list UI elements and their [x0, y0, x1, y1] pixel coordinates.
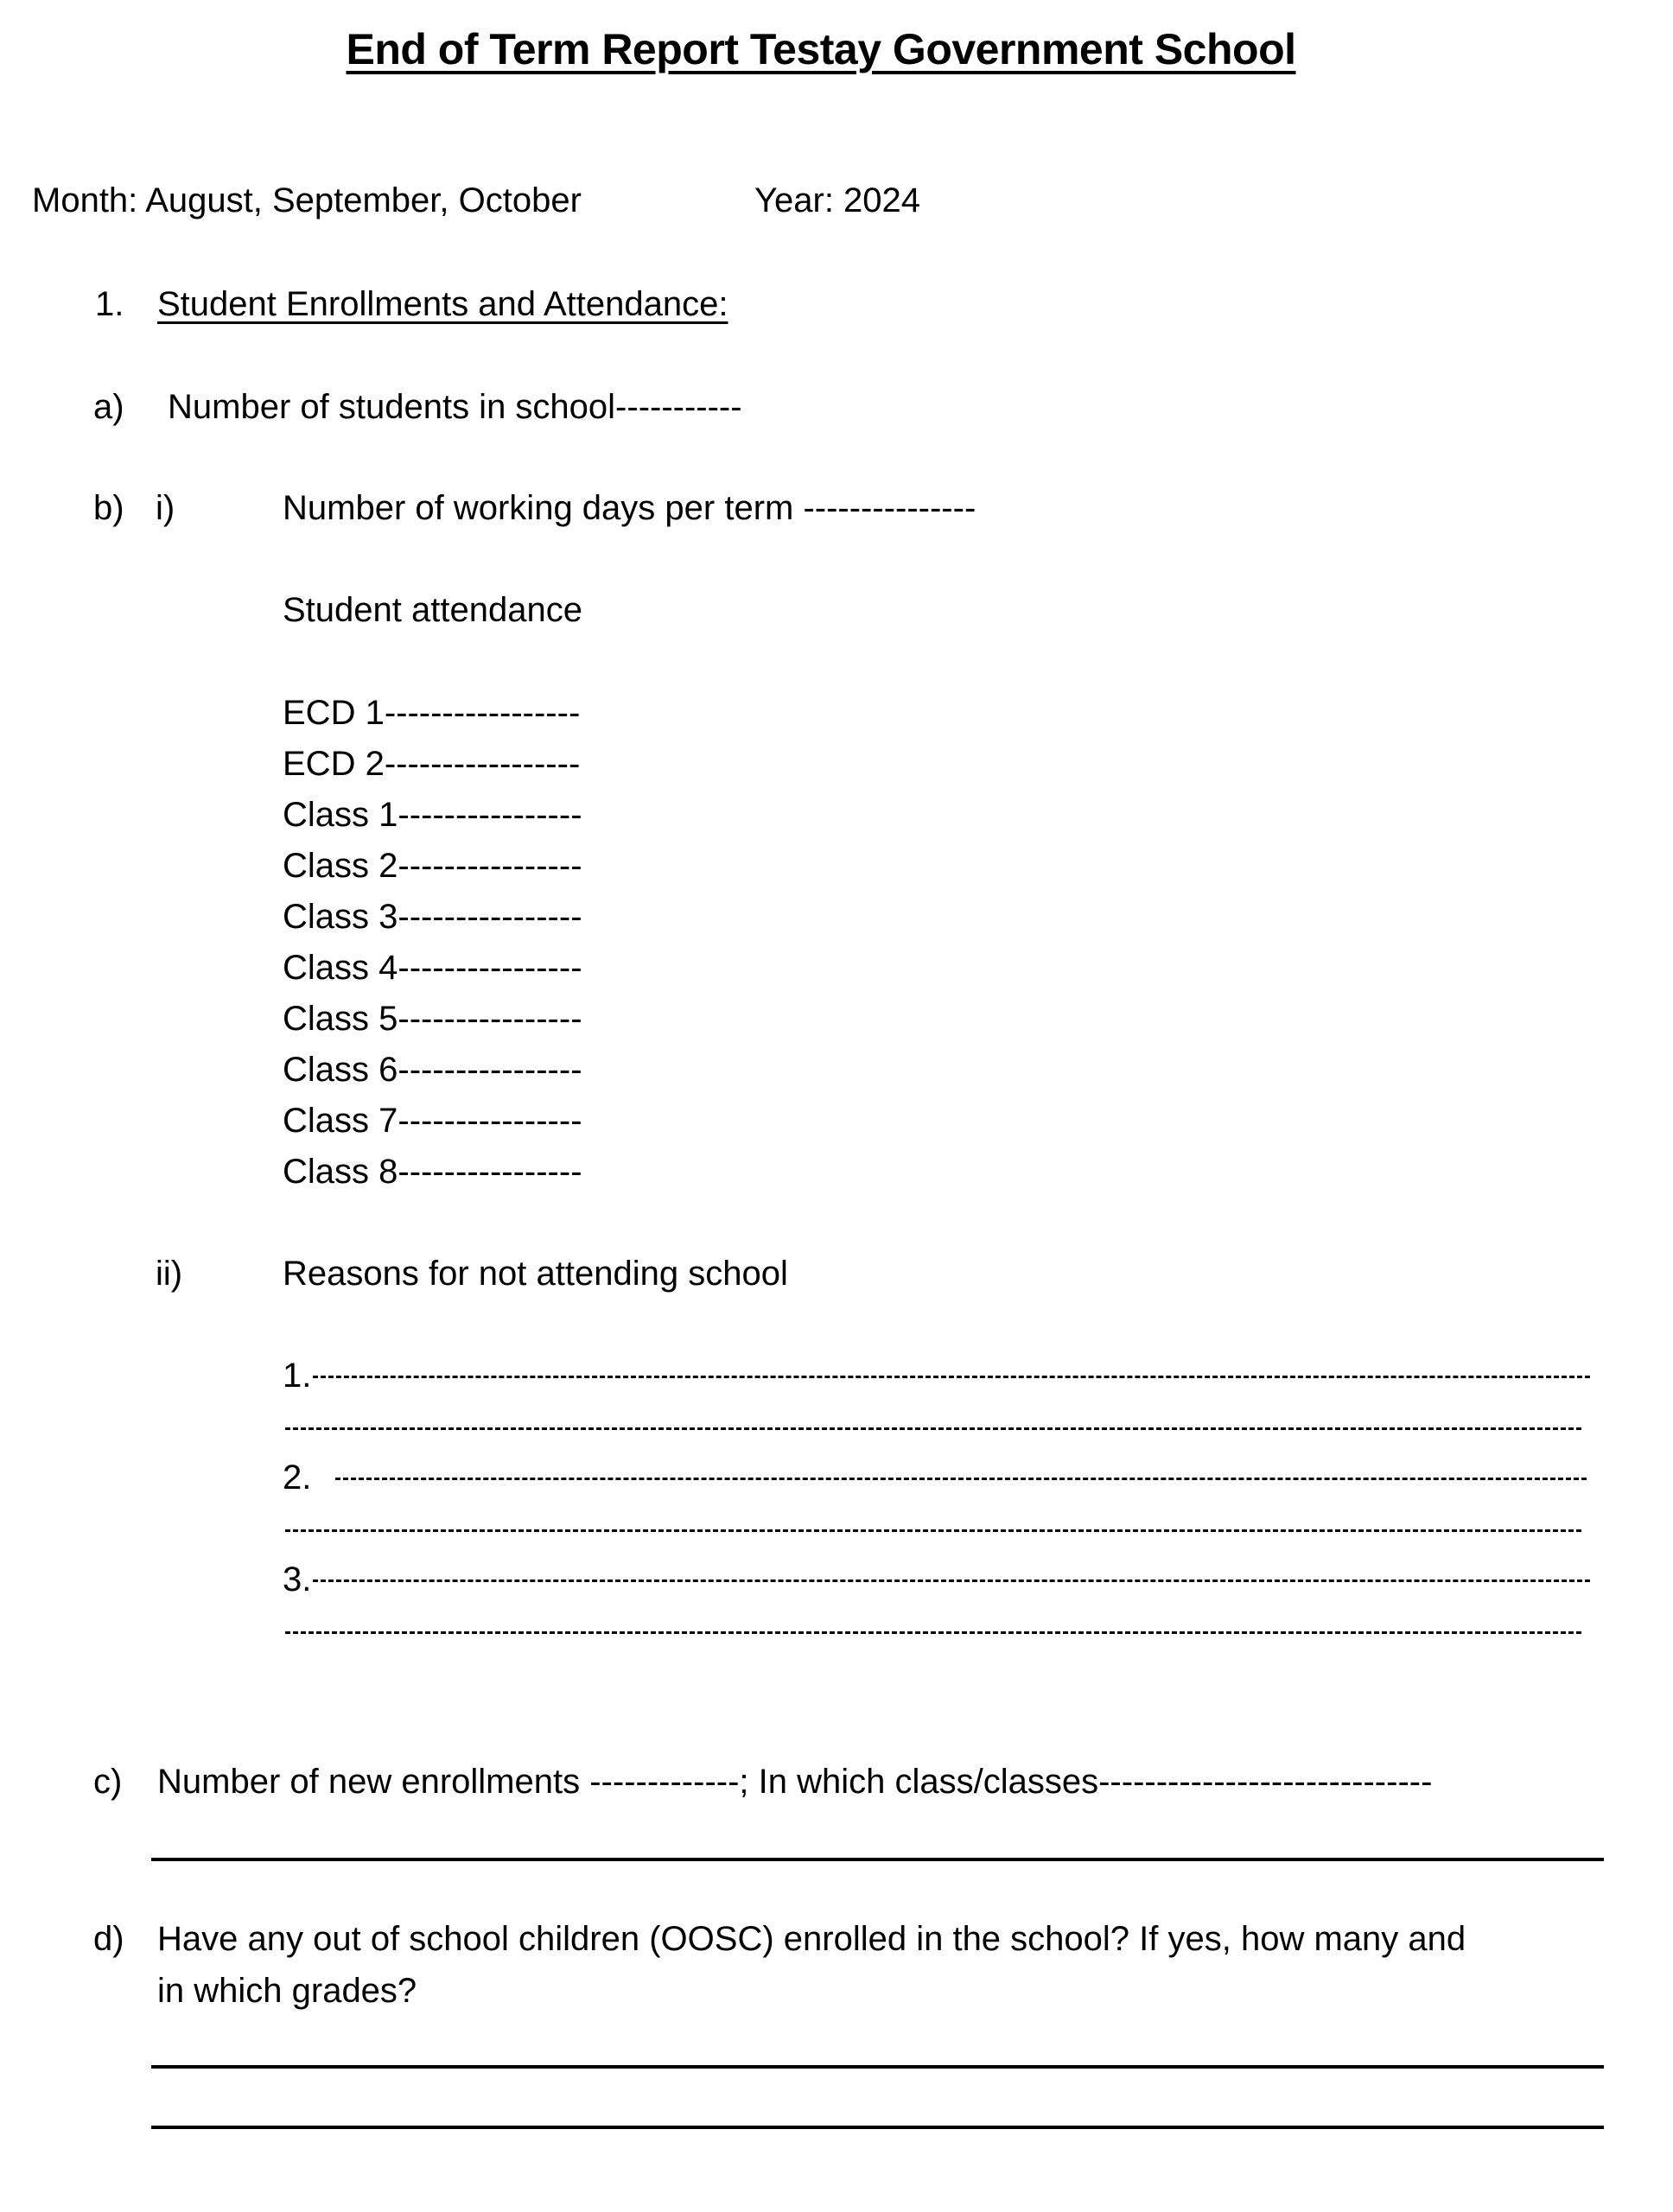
attendance-row-class-4[interactable]	[283, 950, 582, 985]
attendance-blank[interactable]: -----------------	[384, 694, 581, 732]
attendance-row-class-7[interactable]	[283, 1103, 582, 1138]
attendance-label: Class 1	[283, 796, 398, 834]
oosc-question-line-1: Have any out of school children (OOSC) enrolled in the school? If yes, how many and	[157, 1920, 1466, 1958]
item-b-i-marker: i)	[156, 489, 175, 527]
reason-1-number: 1.	[283, 1357, 312, 1395]
item-c-marker: c)	[93, 1763, 123, 1801]
attendance-label: Class 3	[283, 898, 398, 936]
attendance-blank[interactable]: ----------------	[398, 1153, 582, 1191]
attendance-label: Class 7	[283, 1102, 398, 1140]
attendance-row-class-6[interactable]	[283, 1052, 582, 1087]
attendance-blank[interactable]: ----------------	[398, 949, 582, 987]
which-classes-label: ; In which class/classes	[739, 1763, 1099, 1801]
student-attendance-heading: Student attendance	[283, 591, 582, 629]
which-classes-blank[interactable]: -----------------------------	[1098, 1763, 1433, 1801]
new-enrollments-field[interactable]	[157, 1764, 1432, 1799]
attendance-label: Class 5	[283, 1000, 398, 1038]
oosc-answer-line-2[interactable]	[151, 2126, 1604, 2129]
attendance-label: Class 4	[283, 949, 398, 987]
attendance-row-ecd-1[interactable]	[283, 696, 580, 730]
attendance-row-class-1[interactable]	[283, 798, 582, 832]
attendance-label: ECD 2	[283, 745, 385, 783]
attendance-blank[interactable]: -----------------	[384, 745, 581, 783]
attendance-row-ecd-2[interactable]	[283, 747, 580, 781]
reason-1-line-1[interactable]	[313, 1376, 1590, 1378]
students-in-school-label: Number of students in school	[168, 388, 616, 426]
new-enrollments-label: Number of new enrollments	[157, 1763, 581, 1801]
attendance-blank[interactable]: ----------------	[398, 847, 582, 885]
attendance-label: Class 2	[283, 847, 398, 885]
attendance-blank[interactable]: ----------------	[398, 1102, 582, 1140]
year-label: Year: 2024	[754, 181, 921, 219]
oosc-answer-line-1[interactable]	[151, 2065, 1604, 2069]
attendance-row-class-5[interactable]	[283, 1001, 582, 1036]
attendance-blank[interactable]: ----------------	[398, 1051, 582, 1089]
section-heading: Student Enrollments and Attendance:	[157, 285, 728, 323]
oosc-question-line-2: in which grades?	[157, 1972, 417, 2010]
reason-3-line-1[interactable]	[313, 1580, 1590, 1582]
reason-3-line-2[interactable]	[285, 1631, 1581, 1634]
reason-2-number: 2.	[283, 1459, 312, 1497]
attendance-row-class-2[interactable]	[283, 849, 582, 883]
item-d-marker: d)	[93, 1920, 124, 1958]
attendance-label: Class 6	[283, 1051, 398, 1089]
new-enrollments-answer-line[interactable]	[151, 1858, 1604, 1861]
item-a-marker: a)	[93, 388, 124, 426]
reason-2-line-1[interactable]	[335, 1478, 1587, 1480]
working-days-field[interactable]	[283, 491, 976, 525]
attendance-blank[interactable]: ----------------	[398, 796, 582, 834]
students-in-school-blank[interactable]: -----------	[615, 388, 742, 426]
document-title: End of Term Report Testay Government School	[346, 25, 1296, 73]
reason-1-line-2[interactable]	[285, 1427, 1581, 1430]
section-number: 1.	[95, 285, 124, 323]
new-enrollments-blank[interactable]: -------------	[589, 1763, 740, 1801]
item-b-marker: b)	[93, 489, 124, 527]
attendance-blank[interactable]: ----------------	[398, 1000, 582, 1038]
attendance-label: ECD 1	[283, 694, 385, 732]
month-label: Month: August, September, October	[32, 181, 582, 219]
working-days-label: Number of working days per term	[283, 489, 794, 527]
reason-2-line-2[interactable]	[285, 1529, 1581, 1532]
reason-3-number: 3.	[283, 1560, 312, 1599]
attendance-row-class-3[interactable]	[283, 899, 582, 934]
attendance-row-class-8[interactable]	[283, 1154, 582, 1189]
attendance-label: Class 8	[283, 1153, 398, 1191]
attendance-blank[interactable]: ----------------	[398, 898, 582, 936]
working-days-blank[interactable]: ---------------	[803, 489, 976, 527]
item-b-ii-marker: ii)	[156, 1255, 183, 1293]
students-in-school-field[interactable]	[168, 390, 742, 424]
reasons-heading: Reasons for not attending school	[283, 1255, 788, 1293]
